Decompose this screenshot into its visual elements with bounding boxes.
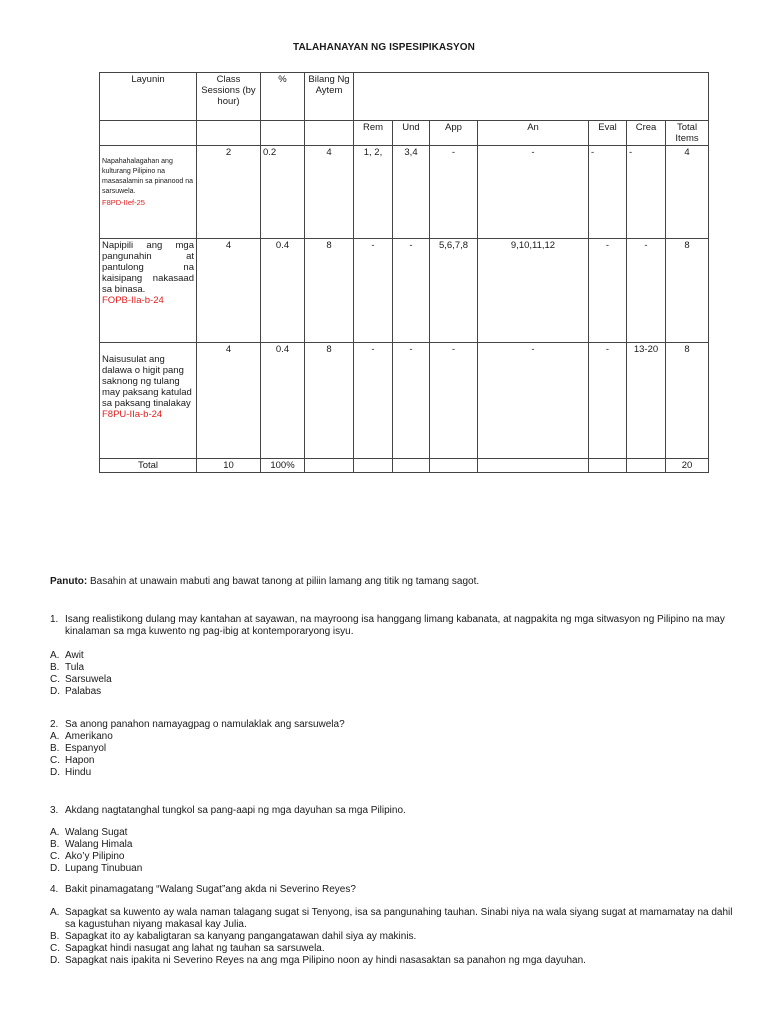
table-header-row <box>100 73 709 121</box>
objective-cell <box>100 146 197 239</box>
total-items-sum: 20 <box>666 459 709 473</box>
option[interactable]: D. Sapagkat nais ipakita ni Severino Reyes na ang mga Pilipino noon ay hindi nasasaktan sa panahon ng mga dayuhan. <box>50 955 586 966</box>
option[interactable]: D. Palabas <box>50 686 102 697</box>
und-cell: - <box>393 239 430 343</box>
competency-code: F8PU-IIa-b-24 <box>102 409 163 420</box>
specification-table <box>99 72 709 473</box>
question-text: Akdang nagtatanghal tungkol sa pang-aapi ng mga dayuhan sa mga Pilipino. <box>65 805 406 816</box>
eval-cell: - <box>589 343 627 459</box>
und-cell: 3,4 <box>393 146 430 239</box>
question-1 <box>50 614 740 698</box>
question-number: 4. <box>50 884 59 895</box>
eval-cell: - <box>589 146 627 239</box>
crea-cell: - <box>627 239 666 343</box>
items-cell: 8 <box>305 239 354 343</box>
question-number: 2. <box>50 719 59 730</box>
subheader-an: An <box>478 121 589 146</box>
an-cell: - <box>478 146 589 239</box>
total-sessions: 10 <box>197 459 261 473</box>
option[interactable]: B. Walang Himala <box>50 839 133 850</box>
subheader-eval: Eval <box>589 121 627 146</box>
rem-cell: 1, 2, <box>354 146 393 239</box>
instructions-text: Basahin at unawain mabuti ang bawat tanong at piliin lamang ang titik ng tamang sagot. <box>87 576 480 587</box>
objective-cell <box>100 343 197 459</box>
subheader-total-items: Total Items <box>666 121 709 146</box>
subheader-und: Und <box>393 121 430 146</box>
option[interactable]: C. Hapon <box>50 755 95 766</box>
rem-cell: - <box>354 239 393 343</box>
option[interactable]: D. Hindu <box>50 767 92 778</box>
percent-cell: 0.4 <box>261 343 305 459</box>
objective-text: Naisusulat ang dalawa o higit pang saknong ng tulang may paksang katulad sa paksang tinalakay <box>102 354 192 409</box>
instructions-label: Panuto: <box>50 576 88 587</box>
total-cell: 4 <box>666 146 709 239</box>
option[interactable]: A. Amerikano <box>50 731 113 742</box>
question-number: 1. <box>50 614 59 625</box>
subheader-crea: Crea <box>627 121 666 146</box>
rem-cell: - <box>354 343 393 459</box>
sessions-cell: 4 <box>197 343 261 459</box>
header-bilang-ng-aytem: Bilang Ng Aytem <box>305 73 354 121</box>
crea-cell: 13-20 <box>627 343 666 459</box>
option[interactable]: D. Lupang Tinubuan <box>50 863 143 874</box>
page-title: TALAHANAYAN NG ISPESIPIKASYON <box>292 42 475 53</box>
header-class-sessions: Class Sessions (by hour) <box>197 73 261 121</box>
table-row <box>100 239 709 343</box>
percent-cell: 0.2 <box>261 146 305 239</box>
crea-cell: - <box>627 146 666 239</box>
table-row <box>100 146 709 239</box>
an-cell: - <box>478 343 589 459</box>
table-row <box>100 343 709 459</box>
table-subheader-row <box>100 121 709 146</box>
total-cell: 8 <box>666 343 709 459</box>
app-cell: - <box>430 146 478 239</box>
question-text: Isang realistikong dulang may kantahan at sayawan, na mayroong isa hanggang limang kabanata, at nagpakita ng mga sitwasyon ng Pilipino na may kinalaman sa mga kuwento ng pag-ibig at kontemporaryong isyu. <box>65 614 725 637</box>
subheader-app: App <box>430 121 478 146</box>
option[interactable]: B. Tula <box>50 662 85 673</box>
objective-text: Napipili ang mga pangunahin at pantulong na kaisipang nakasaad sa binasa. <box>102 240 194 295</box>
option[interactable]: A. Awit <box>50 650 84 661</box>
total-percent: 100% <box>261 459 305 473</box>
app-cell: 5,6,7,8 <box>430 239 478 343</box>
an-cell: 9,10,11,12 <box>478 239 589 343</box>
question-text: Bakit pinamagatang “Walang Sugat”ang akda ni Severino Reyes? <box>65 884 356 895</box>
objective-cell <box>100 239 197 343</box>
option[interactable]: C. Ako’y Pilipino <box>50 851 125 862</box>
items-cell: 8 <box>305 343 354 459</box>
header-blank <box>354 73 709 121</box>
total-row <box>100 459 709 473</box>
und-cell: - <box>393 343 430 459</box>
option[interactable]: B. Sapagkat ito ay kabaligtaran sa kanyang pangangatawan dahil siya ay makinis. <box>50 931 417 942</box>
option[interactable]: B. Espanyol <box>50 743 107 754</box>
app-cell: - <box>430 343 478 459</box>
question-2 <box>50 719 740 779</box>
question-3 <box>50 805 740 875</box>
subheader-rem: Rem <box>354 121 393 146</box>
sessions-cell: 2 <box>197 146 261 239</box>
option[interactable]: A. Sapagkat sa kuwento ay wala naman talagang sugat si Tenyong, isa sa pangunahing tauhan. Sinabi niya na wala siyang sugat at mamamatay na dahil sa kagustuhan niyang makasal kay Julia. <box>50 907 733 930</box>
total-label: Total <box>100 459 197 473</box>
option[interactable]: A. Walang Sugat <box>50 827 128 838</box>
question-number: 3. <box>50 805 59 816</box>
header-percent: % <box>261 73 305 121</box>
items-cell: 4 <box>305 146 354 239</box>
instructions <box>50 576 740 588</box>
header-layunin: Layunin <box>100 73 197 121</box>
option[interactable]: C. Sarsuwela <box>50 674 112 685</box>
percent-cell: 0.4 <box>261 239 305 343</box>
option[interactable]: C. Sapagkat hindi nasugat ang lahat ng tauhan sa sarsuwela. <box>50 943 325 954</box>
question-text: Sa anong panahon namayagpag o namulaklak ang sarsuwela? <box>65 719 345 730</box>
competency-code: FOPB-IIa-b-24 <box>102 295 164 306</box>
competency-code: F8PD-IIef-25 <box>102 198 145 207</box>
sessions-cell: 4 <box>197 239 261 343</box>
objective-text: Napahahalagahan ang kulturang Pilipino na masasalamin sa pinanood na sarsuwela. <box>102 158 194 195</box>
total-cell: 8 <box>666 239 709 343</box>
question-4 <box>50 884 740 967</box>
eval-cell: - <box>589 239 627 343</box>
